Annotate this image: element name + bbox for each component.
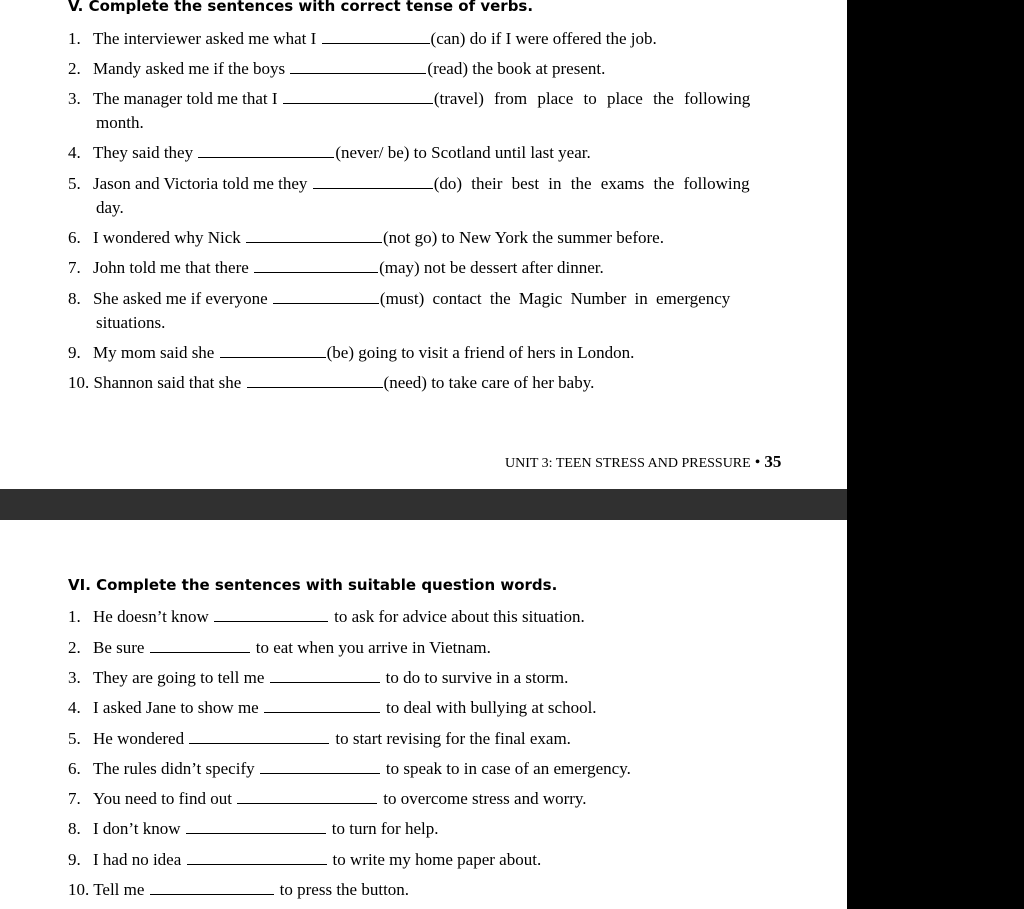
item-number: 8. — [68, 289, 81, 308]
answer-blank[interactable] — [313, 175, 433, 189]
item-number: 1. — [68, 29, 81, 48]
answer-blank[interactable] — [273, 290, 379, 304]
answer-blank[interactable] — [187, 851, 327, 865]
item-text-before: I asked Jane to show me — [93, 698, 259, 717]
exercise-v-item — [68, 343, 634, 363]
item-number: 9. — [68, 343, 81, 362]
item-text-after: (need) to take care of her baby. — [383, 373, 595, 392]
worksheet-page-bottom — [0, 520, 847, 909]
item-text-after: (can) do if I were offered the job. — [430, 29, 657, 48]
item-text-before: He wondered — [93, 729, 185, 748]
unit-title: UNIT 3: TEEN STRESS AND PRESSURE — [505, 456, 751, 471]
exercise-v-item — [68, 29, 657, 49]
exercise-vi-item — [68, 759, 631, 779]
answer-blank[interactable] — [254, 259, 378, 273]
answer-blank[interactable] — [237, 790, 377, 804]
exercise-v-item — [68, 289, 730, 309]
answer-blank[interactable] — [198, 144, 334, 158]
item-number: 3. — [68, 89, 81, 108]
exercise-vi-item — [68, 638, 491, 658]
item-number: 2. — [68, 59, 81, 78]
exercise-vi-item — [68, 607, 585, 627]
item-number: 8. — [68, 819, 81, 838]
exercise-v-item — [68, 228, 664, 248]
answer-blank[interactable] — [189, 730, 329, 744]
item-text-after: (read) the book at present. — [427, 59, 606, 78]
exercise-v-heading: V. Complete the sentences with correct tense of verbs. — [68, 0, 534, 15]
item-number: 4. — [68, 143, 81, 162]
item-text-after: to turn for help. — [331, 819, 439, 838]
item-text-after: (do) their best in the exams the following — [433, 174, 750, 193]
item-text-before: Be sure — [93, 638, 145, 657]
item-text-after: (be) going to visit a friend of hers in London. — [326, 343, 635, 362]
item-number: 3. — [68, 668, 81, 687]
exercise-v-item — [68, 59, 605, 79]
item-text-before: They are going to tell me — [93, 668, 265, 687]
exercise-v-item — [68, 373, 594, 393]
item-text-continued: day. — [96, 198, 124, 217]
item-text-continued: month. — [96, 113, 144, 132]
item-number: 10. — [68, 373, 90, 392]
exercise-vi-item — [68, 698, 597, 718]
item-number: 1. — [68, 607, 81, 626]
black-margin — [847, 0, 1024, 909]
item-text-before: You need to find out — [93, 789, 232, 808]
item-number: 9. — [68, 850, 81, 869]
page-number: 35 — [764, 452, 782, 471]
exercise-v-item — [68, 89, 750, 109]
item-text-before: The manager told me that I — [93, 89, 278, 108]
item-text-before: She asked me if everyone — [93, 289, 268, 308]
answer-blank[interactable] — [246, 229, 382, 243]
item-text-after: to overcome stress and worry. — [383, 789, 587, 808]
item-number: 2. — [68, 638, 81, 657]
item-text-before: Mandy asked me if the boys — [93, 59, 286, 78]
exercise-vi-item — [68, 880, 409, 900]
item-text-before: He doesn’t know — [93, 607, 209, 626]
page-divider-band — [0, 489, 847, 520]
page-footer — [505, 452, 781, 472]
item-number: 6. — [68, 228, 81, 247]
answer-blank[interactable] — [264, 699, 380, 713]
exercise-v-item — [68, 174, 750, 194]
item-text-after: (travel) from place to place the following — [433, 89, 751, 108]
exercise-vi-item — [68, 819, 438, 839]
item-text-after: (not go) to New York the summer before. — [383, 228, 664, 247]
item-number: 7. — [68, 789, 81, 808]
exercise-vi-item — [68, 729, 571, 749]
item-number: 5. — [68, 729, 81, 748]
item-text-before: Tell me — [93, 880, 145, 899]
item-text-before: John told me that there — [93, 258, 249, 277]
worksheet-page-top — [0, 0, 847, 489]
answer-blank[interactable] — [150, 639, 250, 653]
exercise-v-item — [68, 143, 591, 163]
exercise-vi-item — [68, 668, 568, 688]
item-text-before: I had no idea — [93, 850, 182, 869]
answer-blank[interactable] — [220, 344, 326, 358]
item-text-before: My mom said she — [93, 343, 215, 362]
item-text-after: to speak to in case of an emergency. — [385, 759, 631, 778]
item-text-before: I don’t know — [93, 819, 181, 838]
item-text-after: (never/ be) to Scotland until last year. — [335, 143, 591, 162]
item-number: 10. — [68, 880, 90, 899]
item-text-after: (must) contact the Magic Number in emergency — [379, 289, 731, 308]
item-text-after: to deal with bullying at school. — [385, 698, 597, 717]
exercise-vi-heading: VI. Complete the sentences with suitable question words. — [68, 576, 558, 594]
answer-blank[interactable] — [290, 60, 426, 74]
item-text-before: They said they — [93, 143, 194, 162]
answer-blank[interactable] — [322, 30, 430, 44]
item-number: 4. — [68, 698, 81, 717]
exercise-vi-item — [68, 850, 541, 870]
item-text-after: to eat when you arrive in Vietnam. — [255, 638, 491, 657]
item-text-before: Jason and Victoria told me they — [93, 174, 308, 193]
item-text-after: to start revising for the final exam. — [335, 729, 571, 748]
item-text-continued: situations. — [96, 313, 166, 332]
footer-bullet: • — [754, 454, 761, 471]
answer-blank[interactable] — [283, 90, 433, 104]
item-number: 7. — [68, 258, 81, 277]
item-text-before: I wondered why Nick — [93, 228, 241, 247]
item-text-after: to do to survive in a storm. — [385, 668, 569, 687]
exercise-v-item — [68, 258, 604, 278]
item-text-after: to ask for advice about this situation. — [334, 607, 585, 626]
answer-blank[interactable] — [270, 669, 380, 683]
answer-blank[interactable] — [214, 608, 328, 622]
item-number: 6. — [68, 759, 81, 778]
answer-blank[interactable] — [247, 374, 383, 388]
item-text-after: to write my home paper about. — [332, 850, 542, 869]
item-text-before: The interviewer asked me what I — [93, 29, 317, 48]
exercise-vi-item — [68, 789, 587, 809]
item-number: 5. — [68, 174, 81, 193]
answer-blank[interactable] — [186, 820, 326, 834]
item-text-before: Shannon said that she — [93, 373, 242, 392]
item-text-after: (may) not be dessert after dinner. — [379, 258, 604, 277]
answer-blank[interactable] — [150, 881, 274, 895]
answer-blank[interactable] — [260, 760, 380, 774]
item-text-after: to press the button. — [279, 880, 410, 899]
item-text-before: The rules didn’t specify — [93, 759, 255, 778]
